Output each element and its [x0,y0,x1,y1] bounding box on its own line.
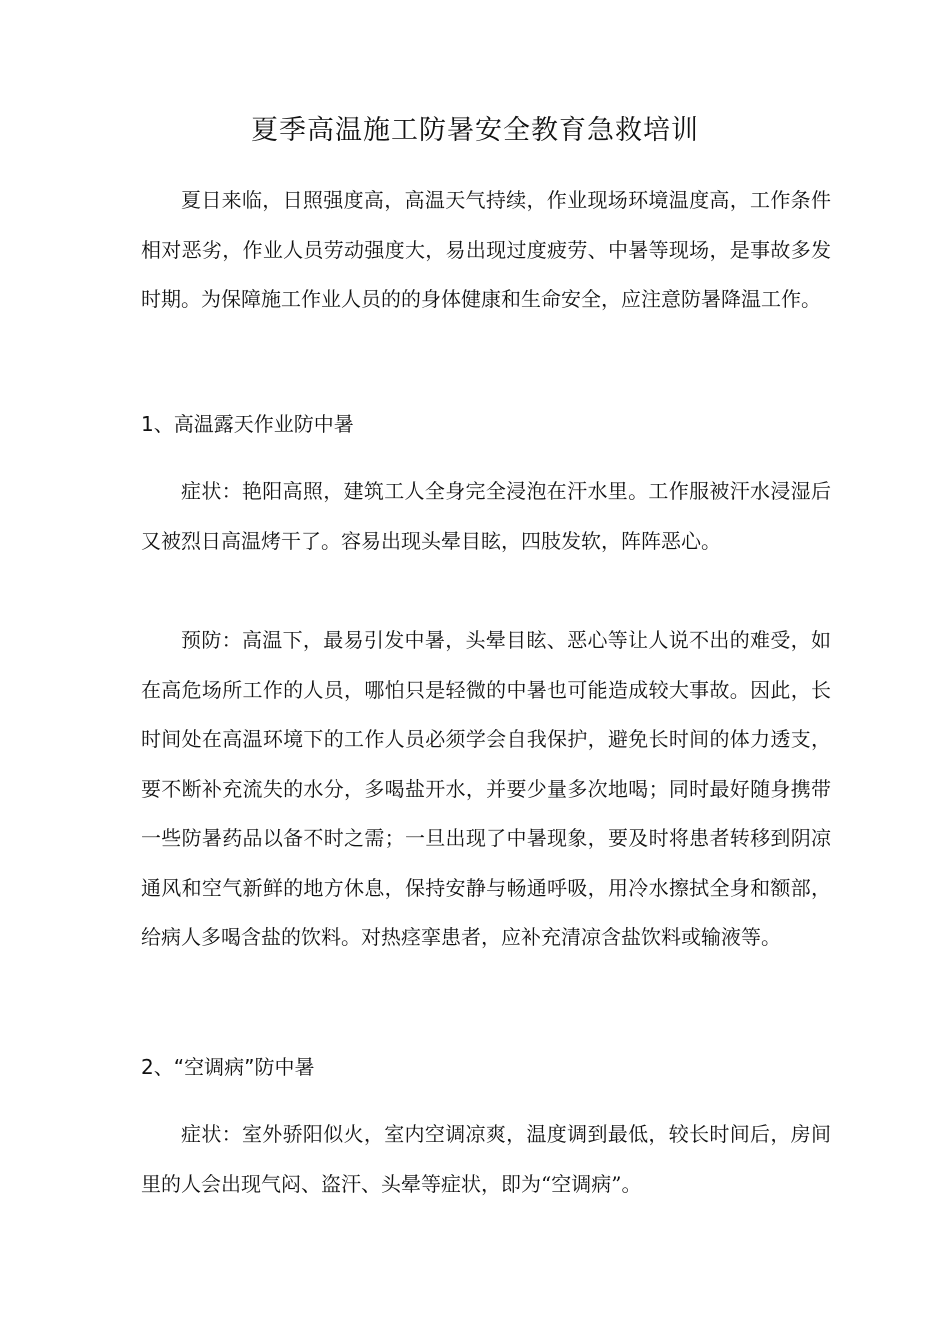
section-1-prevention-paragraph: 预防：高温下，最易引发中暑，头晕目眩、恶心等让人说不出的难受，如在高危场所工作的人员，哪怕只是轻微的中暑也可能造成较大事故。因此，长时间处在高温环境下的工作人员必须学会自我保护，避免长时间的体力透支，要不断补充流失的水分，多喝盐开水，并要少量多次地喝；同时最好随身携带一些防暑药品以备不时之需；一旦出现了中暑现象，要及时将患者转移到阴凉通风和空气新鲜的地方休息，保持安静与畅通呼吸，用冷水擦拭全身和额部，给病人多喝含盐的饮料。对热痉挛患者，应补充清凉含盐饮料或输液等。 [141,628,831,949]
section-1-symptoms-paragraph: 症状：艳阳高照，建筑工人全身完全浸泡在汗水里。工作服被汗水浸湿后又被烈日高温烤干了。容易出现头晕目眩，四肢发软，阵阵恶心。 [141,479,831,553]
section-2-heading: 2、“空调病”防中暑 [141,1055,315,1079]
intro-paragraph: 夏日来临，日照强度高，高温天气持续，作业现场环境温度高，工作条件相对恶劣，作业人员劳动强度大，易出现过度疲劳、中暑等现场，是事故多发时期。为保障施工作业人员的的身体健康和生命安全，应注意防暑降温工作。 [141,188,831,311]
section-2-symptoms-paragraph: 症状：室外骄阳似火，室内空调凉爽，温度调到最低，较长时间后，房间里的人会出现气闷、盗汗、头晕等症状，即为“空调病”。 [141,1122,831,1196]
section-1-heading: 1、高温露天作业防中暑 [141,412,354,436]
document-title: 夏季高温施工防暑安全教育急救培训 [251,115,699,146]
